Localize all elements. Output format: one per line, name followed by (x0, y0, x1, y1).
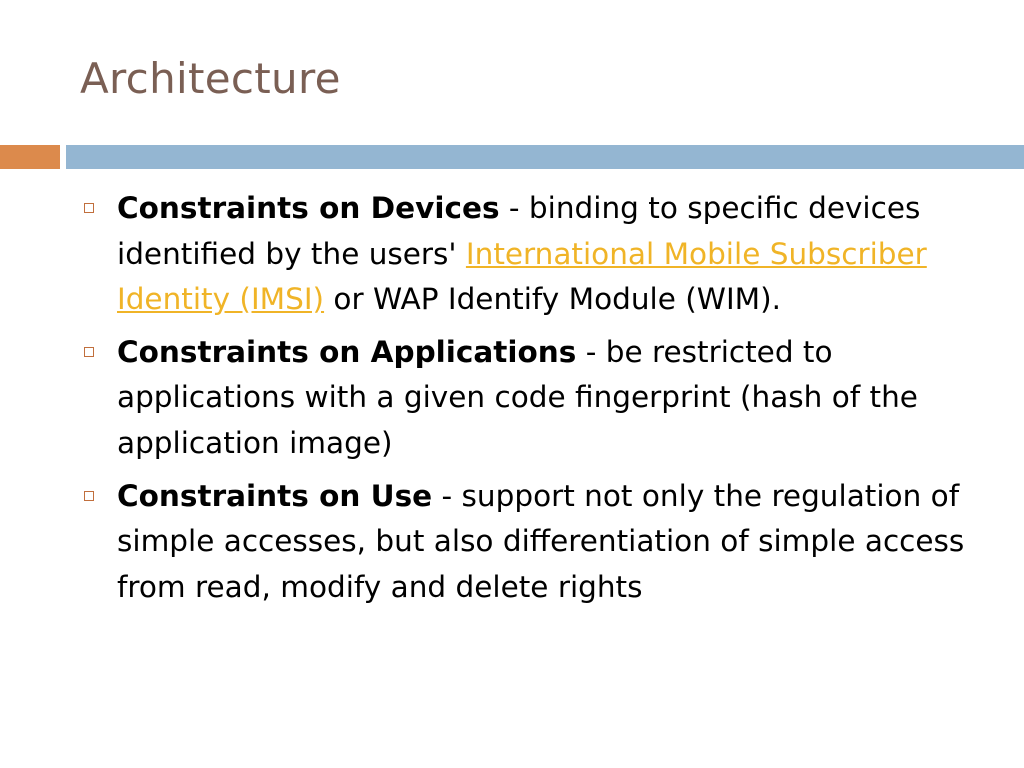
imsi-link[interactable]: International Mobile Subscriber Identity (IMSI) (117, 236, 927, 317)
bullet-item-use (80, 474, 980, 611)
square-bullet-icon (84, 347, 94, 357)
bullet-dash: - (576, 334, 606, 369)
bullet-list (80, 186, 980, 617)
bullet-text: support not only the regulation of simple accesses, but also differentiation of simple access from read, modify and delete rights (117, 478, 965, 604)
square-bullet-icon (84, 491, 94, 501)
bullet-term: Constraints on Devices (117, 191, 500, 225)
bullet-item-devices (80, 186, 980, 323)
square-bullet-icon (84, 203, 94, 213)
bullet-dash: - (432, 478, 462, 513)
bullet-text: binding to specific devices identified by the users' (117, 191, 921, 271)
accent-bar-orange (0, 145, 60, 169)
bullet-term: Constraints on Applications (117, 334, 577, 369)
accent-bar-blue (66, 145, 1024, 169)
slide-title: Architecture (80, 54, 341, 103)
bullet-dash: - (499, 191, 529, 225)
bullet-item-applications (80, 330, 980, 467)
bullet-term: Constraints on Use (117, 478, 433, 513)
bullet-text: be restricted to applications with a given code fingerprint (hash of the application image) (117, 334, 918, 460)
bullet-text-after: or WAP Identify Module (WIM). (324, 282, 781, 317)
